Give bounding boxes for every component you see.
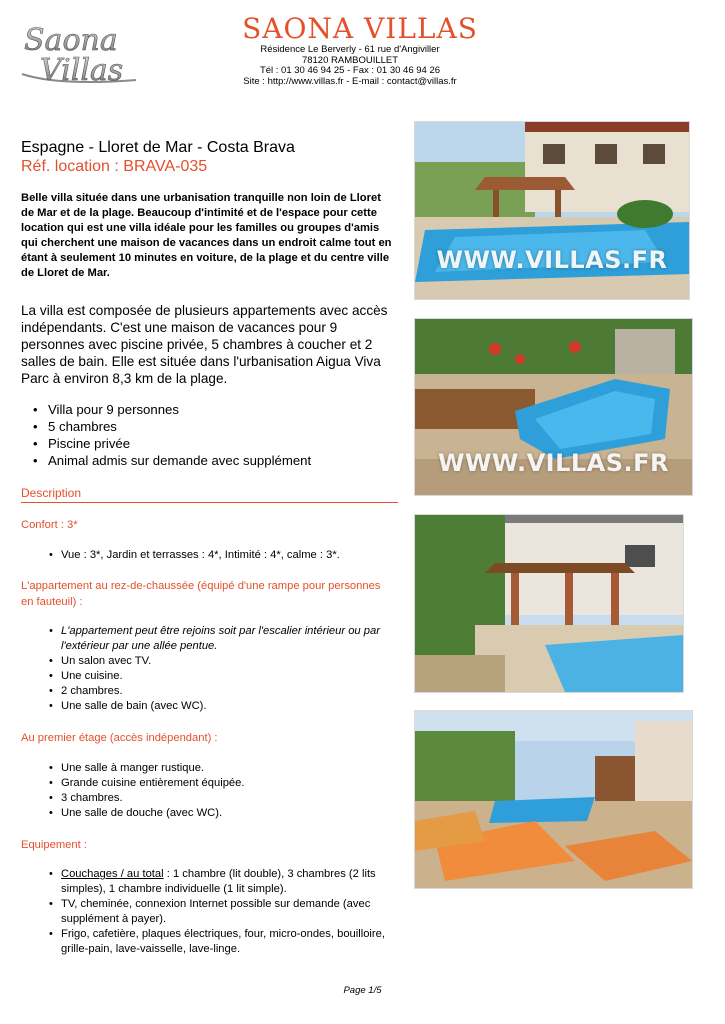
section-divider: [21, 502, 398, 503]
list-item: • Un salon avec TV.: [61, 654, 391, 669]
rdc-list: [61, 624, 391, 714]
list-item: [61, 927, 391, 957]
feature-list: [48, 401, 388, 469]
list-item-text: : 1 chambre (lit double), 3 chambres (2 lits simples), 1 chambre individuelle (1 lit simple).: [61, 868, 376, 895]
list-item-text: TV, cheminée, connexion Internet possible sur demande (avec supplément à payer).: [61, 898, 371, 925]
equipment-list: [61, 867, 391, 957]
list-item: • Une salle de bain (avec WC).: [61, 699, 391, 714]
villa-photo-3[interactable]: [414, 514, 684, 693]
villa-photo-2[interactable]: [414, 318, 693, 496]
svg-text:Saona: Saona: [24, 23, 118, 58]
listing-reference: Réf. location : BRAVA-035: [21, 158, 208, 175]
listing-lead: Belle villa située dans une urbanisation tranquille non loin de Lloret de Mar et de la plage. Beaucoup d'intimité et de l'espace pour cette location qui est une villa idéale pour les familles ou groupes d'amis qui cherchent une maison de vacances dans un endroit calme tout en étant à seulement 10 minutes en voiture, de la plage et du centre ville de Lloret de Mar.: [21, 192, 392, 279]
list-item: [61, 867, 391, 897]
list-item: • Villa pour 9 personnes: [48, 401, 388, 418]
watermark-text: WWW.VILLAS.FR: [437, 449, 670, 477]
list-item: • L'appartement peut être rejoins soit par l'escalier intérieur ou par l'extérieur par une allée pentue.: [61, 624, 391, 654]
watermark-text: WWW.VILLAS.FR: [436, 246, 668, 274]
company-phone: Tél : 01 30 46 94 25 - Fax : 01 30 46 94 26: [259, 65, 441, 76]
list-item: • Une cuisine.: [61, 669, 391, 684]
list-item: • Une salle de douche (avec WC).: [61, 806, 391, 821]
list-item: • Vue : 3*, Jardin et terrasses : 4*, Intimité : 4*, calme : 3*.: [61, 548, 391, 563]
list-item: • 5 chambres: [48, 418, 388, 435]
svg-text:Villas: Villas: [40, 53, 124, 88]
villa-photo-4[interactable]: [414, 710, 693, 889]
etage-list: [61, 761, 391, 821]
list-item: • Grande cuisine entièrement équipée.: [61, 776, 391, 791]
list-item: • 2 chambres.: [61, 684, 391, 699]
company-logo: [18, 14, 144, 92]
etage-title: Au premier étage (accès indépendant) :: [21, 732, 218, 744]
list-item: • Une salle à manger rustique.: [61, 761, 391, 776]
list-item-label: Couchages / au total: [61, 868, 164, 880]
list-item: • Animal admis sur demande avec supplément: [48, 452, 388, 469]
confort-list: [61, 548, 391, 563]
rdc-title: L'appartement au rez-de-chaussée (équipé d'une rampe pour personnes en fauteuil) :: [21, 580, 381, 608]
company-address: Résidence Le Berverly - 61 rue d'Angiviller: [260, 44, 440, 55]
list-item-text: Frigo, cafetière, plaques électriques, four, micro-ondes, bouilloire, grille-pain, lave-vaisselle, lave-linge.: [61, 928, 385, 955]
brand-title: SAONA VILLAS: [242, 12, 478, 45]
equipment-title: Equipement :: [21, 839, 87, 851]
company-city: 78120 RAMBOUILLET: [301, 55, 399, 66]
list-item: • Piscine privée: [48, 435, 388, 452]
listing-paragraph: La villa est composée de plusieurs appartements avec accès indépendants. C'est une maison de vacances pour 9 personnes avec piscine privée, 5 chambres à coucher et 2 salles de bain. Elle est située dans l'urbanisation Aigua Viva Parc à environ 8,3 km de la plage.: [21, 303, 388, 386]
page-number: Page 1/5: [343, 985, 382, 996]
company-contact[interactable]: Site : http://www.villas.fr - E-mail : contact@villas.fr: [243, 76, 457, 87]
confort-title: Confort : 3*: [21, 519, 78, 531]
villa-photo-1[interactable]: [414, 121, 690, 300]
listing-location: Espagne - Lloret de Mar - Costa Brava: [21, 139, 295, 156]
list-item: [61, 897, 391, 927]
list-item: • 3 chambres.: [61, 791, 391, 806]
description-heading: Description: [21, 486, 82, 500]
